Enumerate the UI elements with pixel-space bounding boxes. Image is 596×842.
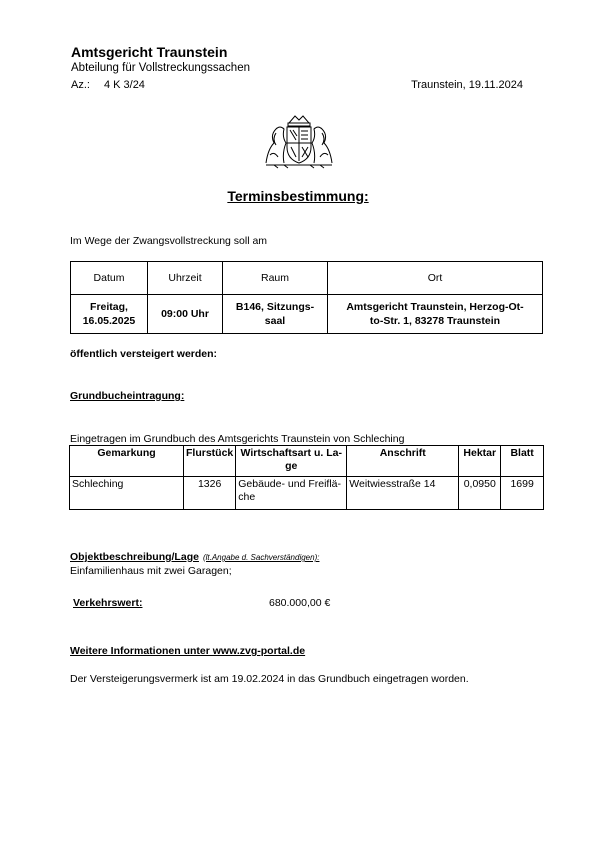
objekt-heading (70, 551, 319, 563)
cell-flurstueck: 1326 (184, 477, 236, 510)
date-line-1: Freitag, (90, 301, 128, 313)
wirtschaft-header-line-2: ge (285, 460, 298, 472)
grundbuch-heading: Grundbucheintragung: (70, 390, 185, 402)
wirtschaft-header-line-1: Wirtschaftsart u. La- (240, 447, 342, 459)
court-name: Amtsgericht Traunstein (71, 44, 228, 60)
grundbuch-intro: Eingetragen im Grundbuch des Amtsgerichts Traunstein von Schleching (70, 433, 405, 445)
cell-wirtschaftsart (236, 477, 347, 510)
verkehrswert-label: Verkehrswert: (73, 597, 143, 609)
wirtschaft-line-2: che (238, 491, 256, 503)
header-anschrift: Anschrift (347, 446, 459, 477)
info-link[interactable]: Weitere Informationen unter www.zvg-portal.de (70, 645, 306, 657)
cell-anschrift: Weitwiesstraße 14 (347, 477, 459, 510)
termin-place (328, 295, 543, 334)
room-line-2: saal (264, 315, 286, 327)
cell-blatt: 1699 (501, 477, 544, 510)
place-date: Traunstein, 19.11.2024 (411, 79, 523, 91)
date-line-2: 16.05.2025 (82, 315, 136, 327)
header-hektar: Hektar (459, 446, 501, 477)
room-line-1: B146, Sitzungs- (235, 301, 315, 313)
termin-time: 09:00 Uhr (148, 295, 223, 334)
header-wirtschaftsart (236, 446, 347, 477)
termin-header-row (71, 262, 543, 295)
verkehrswert-value: 680.000,00 € (269, 597, 331, 609)
objekt-description: Einfamilienhaus mit zwei Garagen; (70, 565, 232, 577)
header-gemarkung: Gemarkung (70, 446, 184, 477)
place-line-2: to-Str. 1, 83278 Traunstein (369, 315, 501, 327)
cell-gemarkung: Schleching (70, 477, 184, 510)
case-number-label: Az.: (71, 79, 90, 91)
cell-hektar: 0,0950 (459, 477, 501, 510)
termin-room (223, 295, 328, 334)
header-flurstueck: Flurstück (184, 446, 236, 477)
wirtschaft-line-1: Gebäude- und Freiflä- (238, 478, 341, 490)
grundbuch-header-row (70, 446, 544, 477)
document-title: Terminsbestimmung: (227, 188, 369, 204)
case-number-value: 4 K 3/24 (103, 79, 145, 91)
vermerk-text: Der Versteigerungsvermerk ist am 19.02.2024 in das Grundbuch eingetragen worden. (70, 673, 469, 685)
objekt-heading-note: (lt.Angabe d. Sachverständigen): (202, 553, 320, 562)
termin-table (70, 261, 543, 334)
auction-statement: öffentlich versteigert werden: (70, 348, 218, 360)
termin-value-row (71, 295, 543, 334)
coat-of-arms-icon (262, 113, 336, 169)
header-raum: Raum (223, 262, 328, 295)
department: Abteilung für Vollstreckungssachen (71, 62, 250, 74)
header-ort: Ort (328, 262, 543, 295)
grundbuch-row (70, 477, 544, 510)
place-line-1: Amtsgericht Traunstein, Herzog-Ot- (346, 301, 524, 313)
intro-text: Im Wege der Zwangsvollstreckung soll am (70, 235, 268, 247)
header-uhrzeit: Uhrzeit (148, 262, 223, 295)
case-number (71, 79, 145, 91)
termin-date (71, 295, 148, 334)
header-datum: Datum (71, 262, 148, 295)
grundbuch-table (69, 445, 544, 510)
objekt-heading-text: Objektbeschreibung/Lage (70, 551, 199, 563)
header-blatt: Blatt (501, 446, 544, 477)
